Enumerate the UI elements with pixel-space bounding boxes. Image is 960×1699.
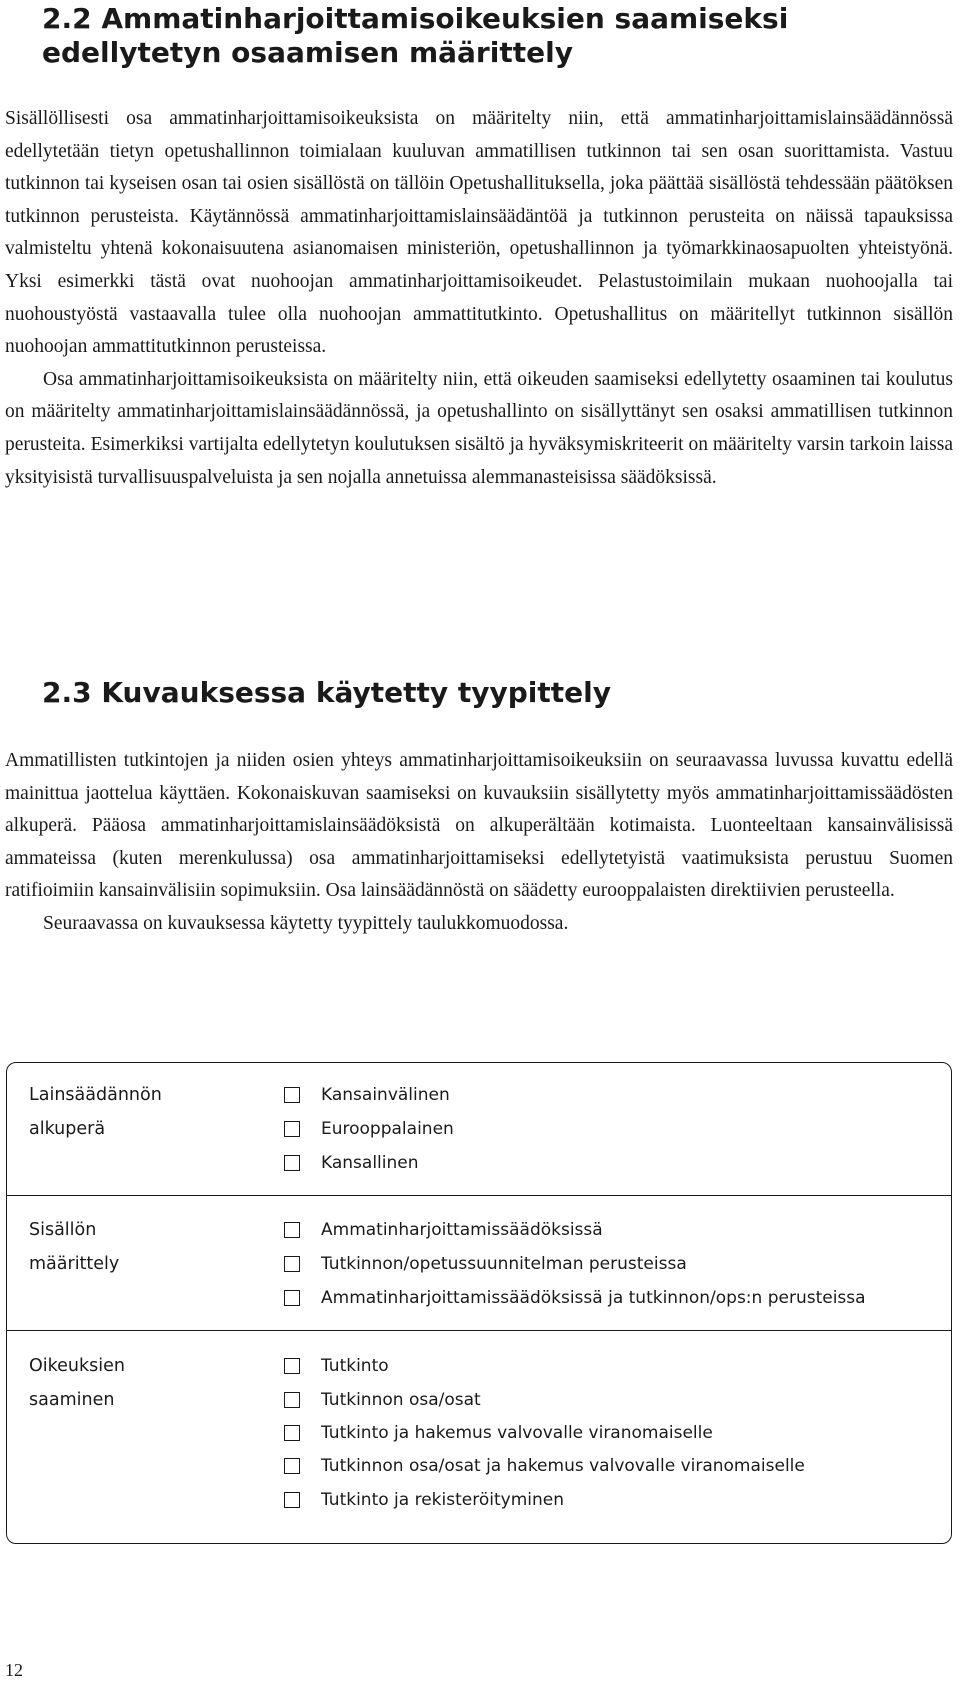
group-label-line2: alkuperä: [29, 1119, 106, 1139]
page-number: 12: [5, 1660, 23, 1680]
checkbox[interactable]: [284, 1358, 300, 1374]
checkbox[interactable]: [284, 1155, 300, 1171]
section-2-2-heading-line1: 2.2 Ammatinharjoittamisoikeuksien saamiseksi: [42, 2, 789, 35]
checkbox[interactable]: [284, 1121, 300, 1137]
option-molemmissa[interactable]: [284, 1281, 866, 1315]
option-tutkinto[interactable]: [284, 1349, 389, 1383]
section-2-2-paragraph-2: Osa ammatinharjoittamisoikeuksista on määritelty niin, että oikeuden saamiseksi edellytetty osaaminen tai koulutus on määritelty ammatinharjoittamislainsäädännössä, ja opetushallinto on sisällyttänyt sen osaksi ammatillisen tutkinnon perusteita. Esimerkiksi vartijalta edellytetyn koulutuksen sisältö ja hyväksymiskriteerit on määritelty varsin tarkoin laissa yksityisistä turvallisuuspalveluista ja sen nojalla annetuissa alemmanasteisissa säädöksissä.: [5, 368, 953, 488]
option-label: Eurooppalainen: [321, 1119, 454, 1139]
option-label: Tutkinto: [321, 1356, 389, 1376]
option-label: Tutkinto ja rekisteröityminen: [321, 1490, 564, 1510]
group-label-content: [29, 1213, 229, 1281]
section-2-2-body: [5, 103, 953, 494]
section-2-3-body: [5, 745, 953, 941]
option-label: Tutkinnon osa/osat ja hakemus valvovalle viranomaiselle: [321, 1456, 805, 1476]
section-2-3-paragraph-1: Ammatillisten tutkintojen ja niiden osien yhteys ammatinharjoittamisoikeuksiin on seuraavassa luvussa kuvattu edellä mainittua jaottelua käyttäen. Kokonaiskuvan saamiseksi on kuvauksiin sisällytetty myös ammatinharjoittamissäädösten alkuperä. Pääosa ammatinharjoittamislainsäädöksistä on alkuperältään kotimaista. Luonteeltaan kansainvälisissä ammateissa (kuten merenkulussa) osa ammatinharjoittamiseksi edellytetyistä vaatimuksista perustuu Suomen ratifioimiin kansainvälisiin sopimuksiin. Osa lainsäädännöstä on säädetty eurooppalaisten direktiivien perusteella.: [5, 750, 953, 902]
option-tutkinnon-osa-ja-hakemus[interactable]: [284, 1449, 805, 1483]
option-label: Tutkinnon osa/osat: [321, 1390, 481, 1410]
checkbox[interactable]: [284, 1256, 300, 1272]
option-label: Tutkinto ja hakemus valvovalle viranomaiselle: [321, 1423, 713, 1443]
section-2-2-paragraph-1: Sisällöllisesti osa ammatinharjoittamisoikeuksista on määritelty niin, että ammatinharjoittamislainsäädännössä edellytetään tietyn opetushallinnon toimialaan kuuluvan ammatillisen tutkinnon tai sen osan suorittamista. Vastuu tutkinnon tai kyseisen osan tai osien sisällöstä on tällöin Opetushallituksella, joka päättää sisällöstä tehdessään päätöksen tutkinnon perusteista. Käytännössä ammatinharjoittamislainsäädäntöä ja tutkinnon perusteita on näissä tapauksissa valmisteltu yhtenä kokonaisuutena asianomaisen ministeriön, opetushallinnon ja työmarkkinaosapuolten yhteistyönä. Yksi esimerkki tästä ovat nuohoojan ammatinharjoittamisoikeudet. Pelastustoimilain mukaan nuohoojalla tai nuohoustyöstä vastaavalla tulee olla nuohoojan ammattitutkinto. Opetushallitus on määritellyt tutkinnon sisällön nuohoojan ammattitutkinnon perusteissa.: [5, 108, 953, 358]
group-label-line2: määrittely: [29, 1254, 120, 1274]
checkbox[interactable]: [284, 1492, 300, 1508]
option-kansainvalinen[interactable]: [284, 1078, 450, 1112]
section-2-2-heading: [42, 2, 942, 70]
option-tutkinnon-osa[interactable]: [284, 1383, 481, 1417]
checkbox[interactable]: [284, 1425, 300, 1441]
option-kansallinen[interactable]: [284, 1146, 419, 1180]
checkbox[interactable]: [284, 1087, 300, 1103]
checkbox[interactable]: [284, 1458, 300, 1474]
group-label-origin: [29, 1078, 229, 1146]
option-tutkinnon-perusteissa[interactable]: [284, 1247, 687, 1281]
section-2-2-heading-line2: edellytetyn osaamisen määrittely: [42, 36, 573, 69]
option-label: Kansainvälinen: [321, 1085, 450, 1105]
option-tutkinto-ja-hakemus[interactable]: [284, 1416, 713, 1450]
group-label-line1: Sisällön: [29, 1220, 97, 1240]
option-eurooppalainen[interactable]: [284, 1112, 454, 1146]
section-2-3-heading: 2.3 Kuvauksessa käytetty tyypittely: [42, 676, 612, 709]
group-label-line1: Lainsäädännön: [29, 1085, 162, 1105]
checkbox[interactable]: [284, 1392, 300, 1408]
table-divider: [6, 1330, 952, 1331]
table-divider: [6, 1195, 952, 1196]
checkbox[interactable]: [284, 1290, 300, 1306]
option-label: Ammatinharjoittamissäädöksissä ja tutkinnon/ops:n perusteissa: [321, 1288, 866, 1308]
checkbox[interactable]: [284, 1222, 300, 1238]
option-label: Tutkinnon/opetussuunnitelman perusteissa: [321, 1254, 687, 1274]
section-2-3-paragraph-2: Seuraavassa on kuvauksessa käytetty tyypittely taulukkomuodossa.: [43, 912, 569, 934]
option-tutkinto-ja-rekisteroityminen[interactable]: [284, 1483, 564, 1517]
group-label-rights: [29, 1349, 229, 1417]
group-label-line2: saaminen: [29, 1390, 115, 1410]
option-ammatinharjoittamissaadoksissa[interactable]: [284, 1213, 603, 1247]
option-label: Ammatinharjoittamissäädöksissä: [321, 1220, 603, 1240]
option-label: Kansallinen: [321, 1153, 419, 1173]
group-label-line1: Oikeuksien: [29, 1356, 125, 1376]
